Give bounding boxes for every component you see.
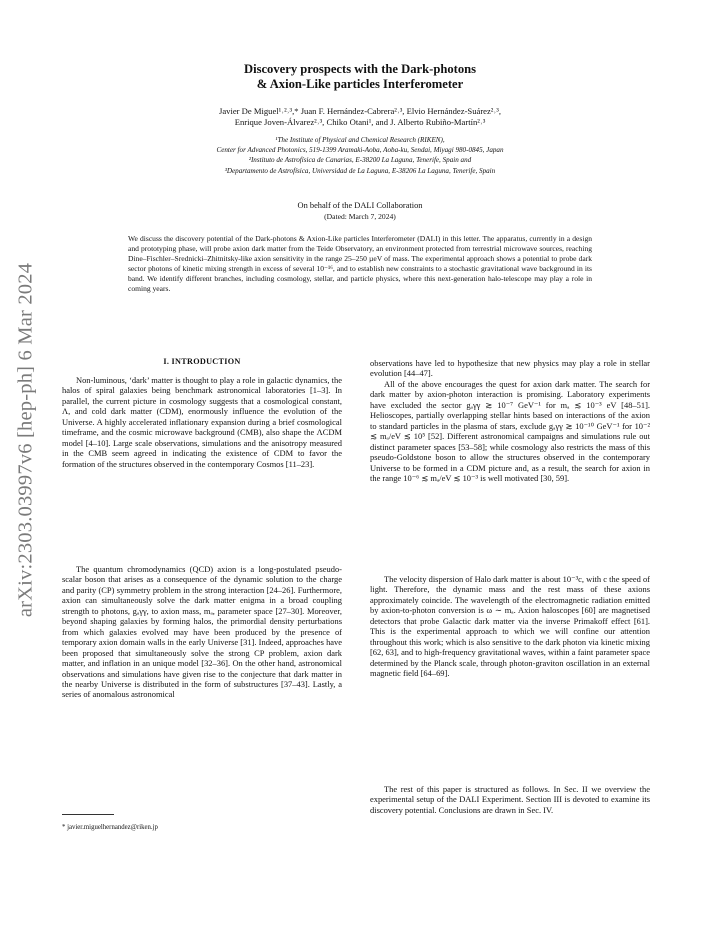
intro-paragraph-1: Non-luminous, ‘dark’ matter is thought to play a role in galactic dynamics, the halos of spiral galaxies being benchmark astronomical laboratories [1–3]. In parallel, the current picture in cosmology suggests that a cosmological constant, Λ, and cold dark matter (CDM), enormously influence the evolution of the Universe. A highly accelerated inflationary expansion during a brief cosmological timeframe, and the cosmic microwave background (CMB), also shape the ΛCDM model [4–10]. Large scale observations, simulations and the anisotropy measured in the CMB seem agreed in indicating the existence of CDM to favor the formation of the structures observed in the contemporary Cosmos [11–23]. <box>62 375 342 469</box>
right-paragraph-4: The rest of this paper is structured as follows. In Sec. II we overview the experimental setup of the DALI Experiment. Section III is devoted to examine its discovery potential. Conclusions are drawn in Sec. IV. <box>370 784 650 815</box>
arxiv-identifier-stamp <box>2 210 50 670</box>
affiliation-1: ¹The Institute of Physical and Chemical Research (RIKEN), <box>275 136 445 144</box>
authors-line-2: Enrique Joven-Álvarez²˒³, Chiko Otani¹, and J. Alberto Rubiño-Martín²˒³ <box>234 117 486 128</box>
right-paragraph-3: The velocity dispersion of Halo dark matter is about 10⁻³c, with c the speed of light. Therefore, the dynamic mass and the rest mass of these axions approximately coincide. The wavelength of the electromagnetic radiation emitted by axion-to-photon conversion is ω ∼ mₐ. Axion haloscopes [60] are magnetised detectors that probe Galactic dark matter via the inverse Primakoff effect [61]. This is the experimental approach to which we will confine our attention throughout this work; which is also sensitive to the dark photon via kinetic mixing [62, 63], and to high-frequency gravitational waves, within a faint parameter space determined by the Planck scale, through photon-graviton oscillation in an external magnetic field [64–69]. <box>370 574 650 679</box>
abstract: We discuss the discovery potential of the Dark-photons & Axion-Like particles Interferometer (DALI) in this letter. The apparatus, currently in a design and prototyping phase, will probe axion dark matter from the Teide Observatory, an environment protected from terrestrial microwave sources, reaching Dine–Fischler–Srednicki–Zhitnitsky-like axion sensitivity in the range 25–250 µeV of mass. The experimental approach shows a potential to probe dark sector photons of kinetic mixing strength in excess of several 10⁻¹⁶, and to establish new constraints to a stochastic gravitational wave background in its band. We identify different branches, including cosmology, stellar, and particle physics, where this next-generation halo-telescope may play a role in coming years. <box>128 234 592 294</box>
title-line-2: & Axion-Like particles Interferometer <box>256 77 464 91</box>
section-heading-introduction: I. INTRODUCTION <box>163 357 241 366</box>
author-list <box>70 106 650 128</box>
title-line-1: Discovery prospects with the Dark-photons <box>243 62 477 76</box>
affiliations <box>60 135 660 176</box>
footnote-email: * javier.miguelhernandez@riken.jp <box>62 824 158 831</box>
affiliation-3: ³Departamento de Astrofísica, Universidad de La Laguna, E-38206 La Laguna, Tenerife, Spain <box>224 166 496 175</box>
arxiv-id-text: arXiv:2303.03997v6 [hep-ph] 6 Mar 2024 <box>14 262 37 618</box>
authors-line-1: Javier De Miguel¹˒²˒³,* Juan F. Hernández-Cabrera²˒³, Elvio Hernández-Suárez²˒³, <box>219 106 501 116</box>
dated-line: (Dated: March 7, 2024) <box>324 212 396 221</box>
right-paragraph-2: All of the above encourages the quest for axion dark matter. The search for dark matter by axion-photon interaction is promising. Laboratory experiments have excluded the sector gₐγγ ≳ 10⁻⁷ GeV⁻¹ for mₐ ≲ 10⁻³ eV [48–51]. Helioscopes, partially overlapping stellar hints based on interactions of the axion to standard particles in the plasma of stars, exclude gₐγγ ≳ 10⁻¹⁰ GeV⁻¹ for 10⁻² ≲ mₐ/eV ≲ 10⁵ [52]. Different astronomical campaigns and simulations rule out distinct parameter spaces [53–58]; while cosmology also restricts the mass of this pseudo-Goldstone boson to allow the structures observed in the contemporary Universe to be formed in a CDM picture and, as a result, the search for axion in the range 10⁻⁶ ≲ mₐ/eV ≲ 10⁻³ is well motivated [30, 59]. <box>370 379 650 484</box>
footnote-rule <box>62 814 114 815</box>
affiliation-1-address: Center for Advanced Photonics, 519-1399 Aramaki-Aoba, Aoba-ku, Sendai, Miyagi 980-0845, Japan <box>216 146 504 155</box>
affiliation-2: ²Instituto de Astrofísica de Canarias, E-38200 La Laguna, Tenerife, Spain and <box>248 156 472 165</box>
intro-paragraph-2: The quantum chromodynamics (QCD) axion is a long-postulated pseudo-scalar boson that arises as a consequence of the dynamic solution to the charge and parity (CP) symmetry problem in the strong interaction [24–26]. Furthermore, axion can simultaneously solve the dark matter enigma in a broad coupling strength to photons, gₐγγ, to axion mass, mₐ, parameter space [27–30]. Moreover, beyond shaping galaxies by forming halos, the primordial density perturbations from which galaxies evolved may have been produced by the presence of temporary axion domain walls in the early Universe [31]. Indeed, approaches have been proposed that simultaneously solve the strong CP problem, axion dark matter, and inflation in an unique model [32–36]. On the other hand, astronomical observations and simulations have given rise to the conjecture that dark matter in the nearby Universe is distributed in the form of substructures [37–43]. Lastly, a series of anomalous astronomical <box>62 564 342 700</box>
paper-title <box>120 62 600 92</box>
collaboration-line: On behalf of the DALI Collaboration <box>297 201 423 210</box>
right-paragraph-1: observations have led to hypothesize that new physics may play a role in stellar evolution [44–47]. <box>370 358 650 379</box>
